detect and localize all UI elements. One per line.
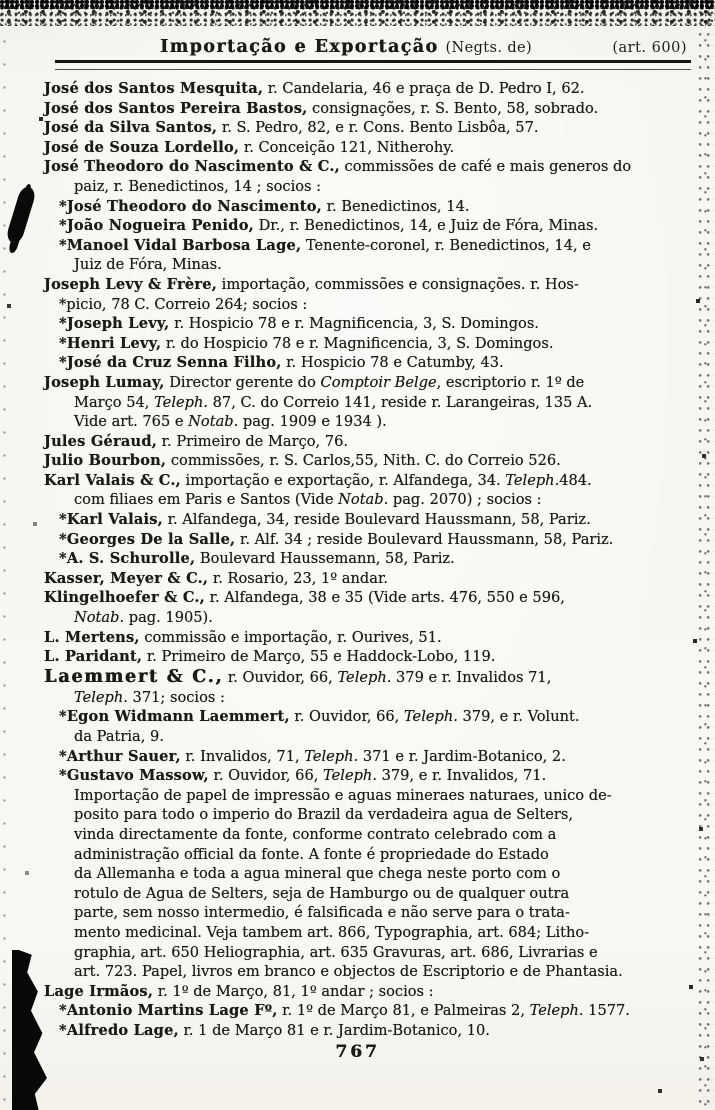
directory-line: Klingelhoefer & C., r. Alfandega, 38 e 35 (Vide arts. 476, 550 e 596, <box>44 589 565 607</box>
directory-line: *Joseph Levy, r. Hospicio 78 e r. Magnificencia, 3, S. Domingos. <box>59 315 539 333</box>
running-head <box>55 37 687 57</box>
directory-line: *Gustavo Massow, r. Ouvidor, 66, Teleph. 379, e r. Invalidos, 71. <box>59 767 547 785</box>
directory-line: rotulo de Agua de Selters, seja de Hamburgo ou de qualquer outra <box>74 884 570 902</box>
directory-line: *João Nogueira Penido, Dr., r. Benedictinos, 14, e Juiz de Fóra, Minas. <box>59 217 599 235</box>
directory-line: *Georges De la Salle, r. Alf. 34 ; reside Boulevard Haussmann, 58, Pariz. <box>59 530 614 548</box>
directory-line: mento medicinal. Veja tambem art. 866, Typographia, art. 684; Litho- <box>74 923 590 941</box>
directory-line: *Manoel Vidal Barbosa Lage, Tenente-coronel, r. Benedictinos, 14, e <box>59 236 591 254</box>
directory-line: *Henri Levy, r. do Hospicio 78 e r. Magnificencia, 3, S. Domingos. <box>59 334 554 352</box>
scan-noise-top-edge <box>0 0 715 9</box>
scan-noise-left-edge <box>0 30 10 1110</box>
directory-line: *José da Cruz Senna Filho, r. Hospicio 78 e Catumby, 43. <box>59 354 504 372</box>
directory-line: da Allemanha e toda a agua mineral que chega neste porto com o <box>74 865 561 883</box>
page-title-qualifier: (Negts. de) <box>445 40 533 56</box>
directory-line: *Egon Widmann Laemmert, r. Ouvidor, 66, Teleph. 379, e r. Volunt. <box>59 708 580 726</box>
directory-line: administração official da fonte. A fonte é propriedade do Estado <box>74 845 549 863</box>
page-number: 767 <box>335 1041 380 1062</box>
directory-line: posito para todo o imperio do Brazil da verdadeira agua de Selters, <box>74 806 574 824</box>
directory-line: Março 54, Teleph. 87, C. do Correio 141, reside r. Larangeiras, 135 A. <box>74 393 593 411</box>
directory-line: da Patria, 9. <box>74 728 164 745</box>
header-rule <box>55 60 691 70</box>
article-reference: (art. 600) <box>612 40 687 56</box>
directory-line: Julio Bourbon, commissões, r. S. Carlos,55, Nith. C. do Correio 526. <box>44 452 561 470</box>
directory-line: graphia, art. 650 Heliographia, art. 635 Gravuras, art. 686, Livrarias e <box>74 943 598 961</box>
directory-line: Karl Valais & C., importação e exportação, r. Alfandega, 34. Teleph.484. <box>44 471 592 489</box>
directory-line: José da Silva Santos, r. S. Pedro, 82, e r. Cons. Bento Lisbôa, 57. <box>44 119 539 137</box>
directory-line: Kasser, Meyer & C., r. Rosario, 23, 1º andar. <box>44 569 388 587</box>
directory-line: L. Paridant, r. Primeiro de Março, 55 e Haddock-Lobo, 119. <box>44 648 496 666</box>
directory-line: Lage Irmãos, r. 1º de Março, 81, 1º andar ; socios : <box>44 982 434 1000</box>
directory-line: José de Souza Lordello, r. Conceição 121, Nitherohy. <box>44 138 455 156</box>
directory-line: *Antonio Martins Lage Fº, r. 1º de Março 81, e Palmeiras 2, Teleph. 1577. <box>59 1002 630 1020</box>
directory-line: *Arthur Sauer, r. Invalidos, 71, Teleph. 371 e r. Jardim-Botanico, 2. <box>59 747 566 765</box>
directory-line: Laemmert & C., r. Ouvidor, 66, Teleph. 379 e r. Invalidos 71, <box>44 666 552 687</box>
directory-line: José dos Santos Pereira Bastos, consignações, r. S. Bento, 58, sobrado. <box>44 99 599 117</box>
directory-line: *Karl Valais, r. Alfandega, 34, reside Boulevard Haussmann, 58, Pariz. <box>59 511 591 529</box>
directory-line: Juiz de Fóra, Minas. <box>74 256 222 274</box>
directory-line: José Theodoro do Nascimento & C., commissões de café e mais generos do <box>44 158 632 176</box>
directory-line: vinda directamente da fonte, conforme contrato celebrado com a <box>74 825 557 843</box>
directory-line: Joseph Levy & Frère, importação, commissões e consignações. r. Hos- <box>44 275 579 293</box>
directory-line: *picio, 78 C. Correio 264; socios : <box>59 295 308 313</box>
directory-line: *Alfredo Lage, r. 1 de Março 81 e r. Jardim-Botanico, 10. <box>59 1021 490 1039</box>
directory-line: Jules Géraud, r. Primeiro de Março, 76. <box>44 432 349 450</box>
directory-line: *José Theodoro do Nascimento, r. Benedictinos, 14. <box>59 197 470 215</box>
directory-line: Joseph Lumay, Director gerente do Comptoir Belge, escriptorio r. 1º de <box>44 373 585 391</box>
directory-line: Teleph. 371; socios : <box>74 688 225 706</box>
directory-line: parte, sem nosso intermedio, é falsificada e não serve para o trata- <box>74 904 570 922</box>
directory-lines <box>44 79 701 1041</box>
directory-line: Importação de papel de impressão e aguas mineraes naturaes, unico de- <box>74 786 612 804</box>
directory-line: *A. S. Schurolle, Boulevard Haussemann, 58, Pariz. <box>59 550 455 568</box>
directory-line: Notab. pag. 1905). <box>74 609 213 627</box>
directory-line: Vide art. 765 e Notab. pag. 1909 e 1934 ). <box>74 413 387 431</box>
directory-line: com filiaes em Paris e Santos (Vide Notab. pag. 2070) ; socios : <box>74 491 542 509</box>
directory-line: L. Mertens, commissão e importação, r. Ourives, 51. <box>44 628 442 646</box>
directory-line: José dos Santos Mesquita, r. Candelaria, 46 e praça de D. Pedro I, 62. <box>44 80 585 97</box>
directory-line: paiz, r. Benedictinos, 14 ; socios : <box>74 177 322 195</box>
page-title: Importação e Exportação <box>160 37 439 57</box>
scan-specks <box>0 0 2 2</box>
scan-noise-right-edge <box>697 8 715 1110</box>
directory-line: art. 723. Papel, livros em branco e objectos de Escriptorio e de Phantasia. <box>74 963 623 981</box>
